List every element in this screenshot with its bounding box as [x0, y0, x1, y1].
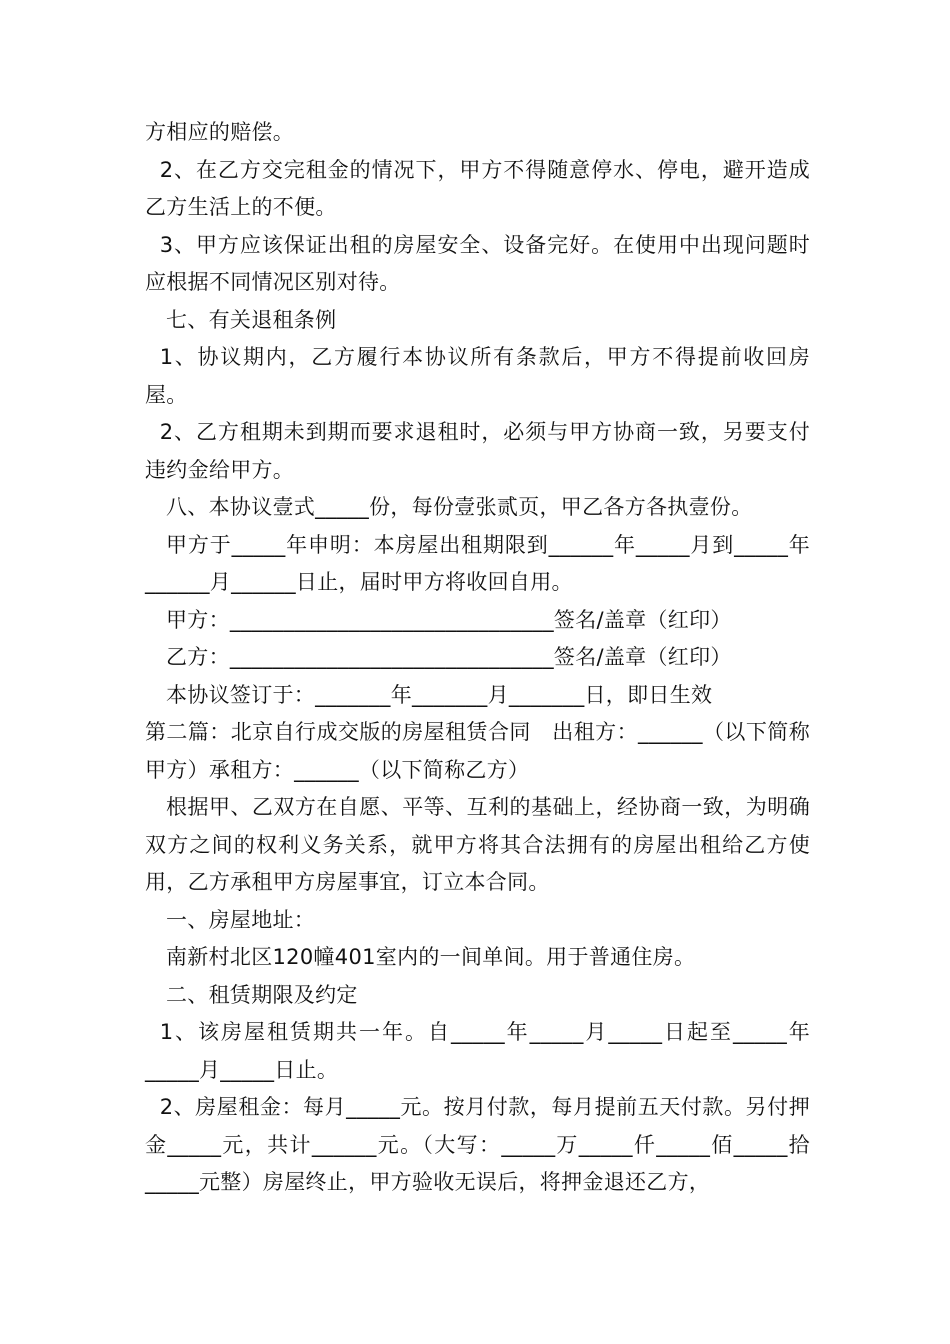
chapter-heading: 第二篇：北京自行成交版的房屋租赁合同 出租方：______（以下简称甲方）承租方：______（以下简称乙方）: [145, 720, 810, 782]
paragraph: 方相应的赔偿。: [145, 120, 295, 144]
document-body: [145, 114, 810, 1202]
paragraph: 3、甲方应该保证出租的房屋安全、设备完好。在使用中出现问题时应根据不同情况区别对待。: [145, 232, 810, 294]
signing-date-line: 本协议签订于：_______年_______月_______日，即日生效: [166, 682, 713, 707]
paragraph: 1、该房屋租赁期共一年。自_____年_____月_____日起至_____年_____月_____日止。: [145, 1020, 810, 1082]
paragraph: 南新村北区120幢401室内的一间单间。用于普通住房。: [166, 945, 696, 969]
section-heading: 八、本协议壹式_____份，每份壹张贰页，甲乙各方各执壹份。: [166, 495, 753, 519]
section-heading: 二、租赁期限及约定: [166, 982, 358, 1007]
section-heading: 一、房屋地址：: [166, 907, 316, 932]
paragraph: 2、在乙方交完租金的情况下，甲方不得随意停水、停电，避开造成乙方生活上的不便。: [145, 157, 810, 219]
signature-line-party-a: 甲方：______________________________签名/盖章（红印）: [166, 607, 732, 632]
paragraph: 甲方于_____年申明：本房屋出租期限到______年_____月到_____年______月______日止，届时甲方将收回自用。: [145, 532, 810, 594]
paragraph: 2、乙方租期未到期而要求退租时，必须与甲方协商一致，另要支付违约金给甲方。: [145, 420, 810, 482]
paragraph: 1、协议期内，乙方履行本协议所有条款后，甲方不得提前收回房屋。: [145, 345, 810, 407]
paragraph: 2、房屋租金：每月_____元。按月付款，每月提前五天付款。另付押金_____元，共计______元。（大写：_____万_____仟_____佰_____拾_____元整）房屋终止，甲方验收无误后，将押金退还乙方，: [145, 1095, 810, 1194]
signature-line-party-b: 乙方：______________________________签名/盖章（红印）: [166, 645, 732, 669]
section-heading: 七、有关退租条例: [166, 307, 337, 332]
paragraph: 根据甲、乙双方在自愿、平等、互利的基础上，经协商一致，为明确双方之间的权利义务关系，就甲方将其合法拥有的房屋出租给乙方使用，乙方承租甲方房屋事宜，订立本合同。: [145, 795, 810, 894]
